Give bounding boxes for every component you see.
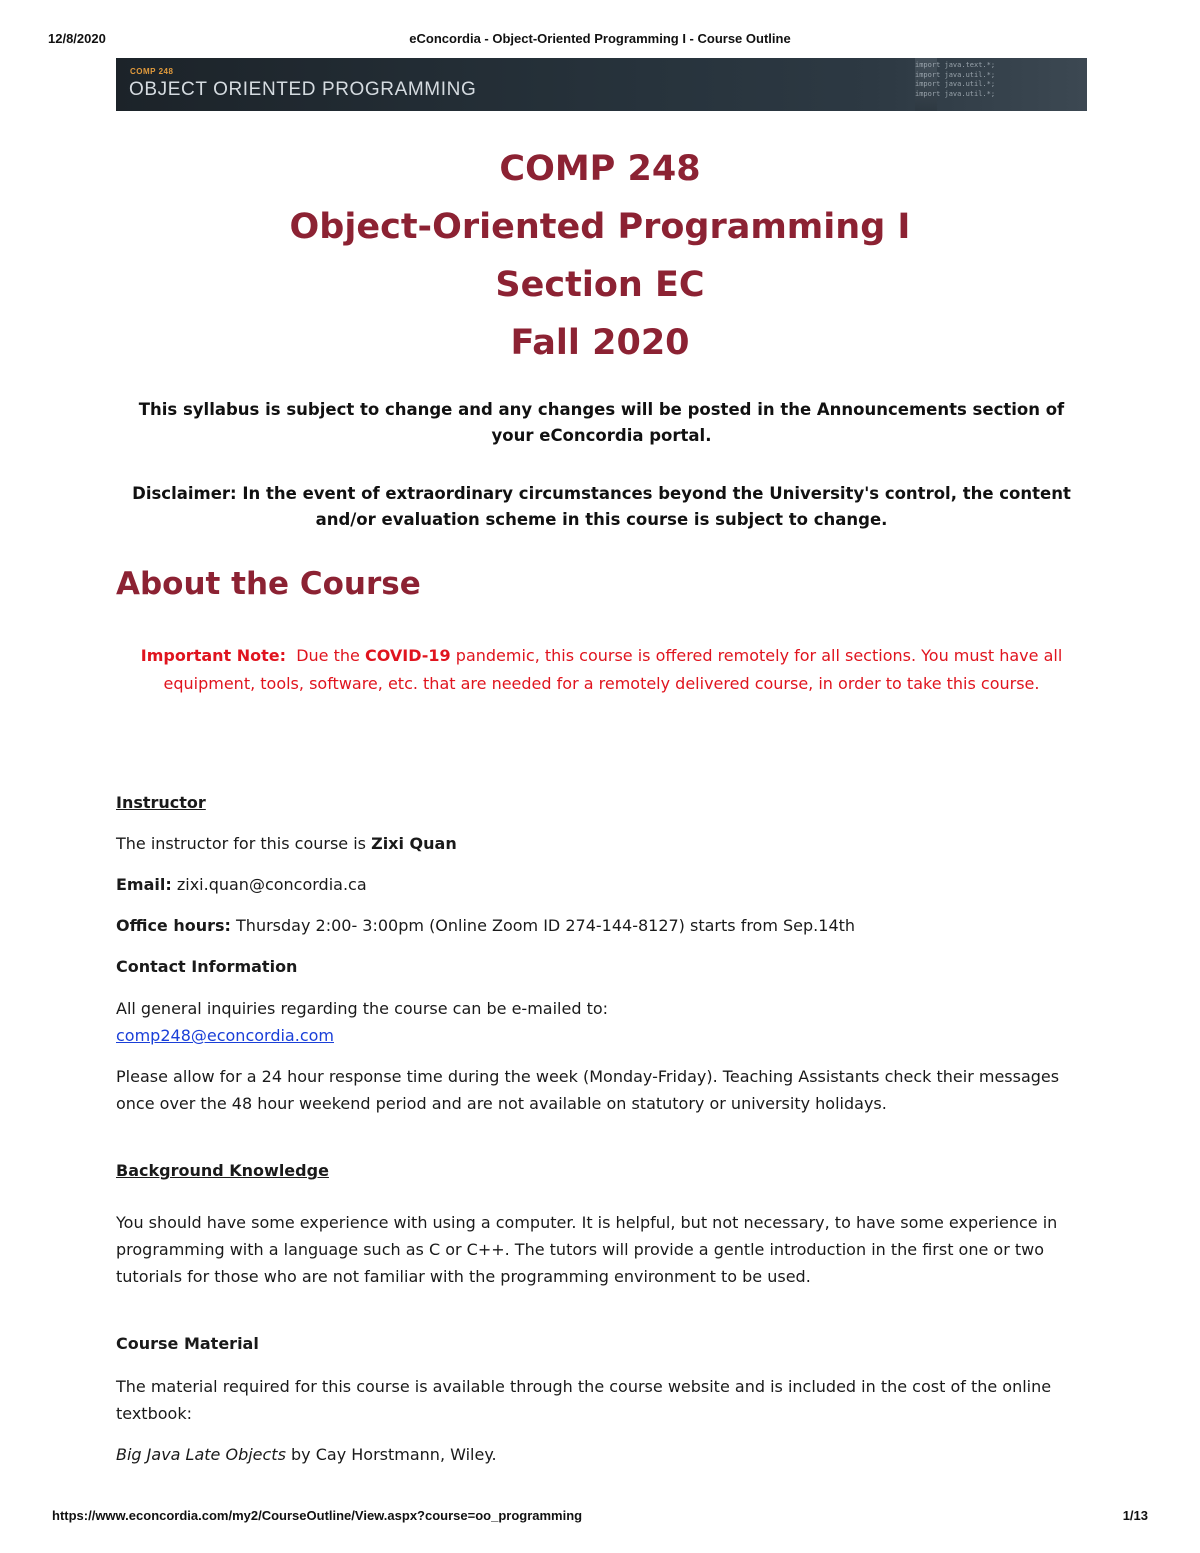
contact-email-link[interactable]: comp248@econcordia.com bbox=[116, 1026, 334, 1045]
contact-heading bbox=[116, 953, 1091, 980]
code-line: import java.util.*; bbox=[915, 70, 996, 79]
important-note-pre: Due the bbox=[296, 646, 360, 665]
print-header bbox=[46, 31, 1154, 49]
material-paragraph: The material required for this course is available through the course website and is included in the cost of the online textbook: bbox=[116, 1377, 1052, 1423]
instructor-email-line bbox=[116, 871, 1091, 898]
banner-code-snippet bbox=[915, 61, 1075, 109]
textbook-title: Big Java Late Objects bbox=[116, 1445, 286, 1464]
email-label: Email: bbox=[116, 875, 172, 894]
code-line: import java.util.*; bbox=[915, 80, 996, 88]
contact-intro: All general inquiries regarding the course can be e-mailed to: bbox=[116, 999, 609, 1018]
banner-course-code: COMP 248 bbox=[130, 67, 174, 76]
important-note-text: pandemic, this course is offered remotely for all sections. You must have all equipment, tools, software, etc. that are needed for a remotely delivered course, in order to take this course. bbox=[163, 646, 1063, 693]
course-code-title: COMP 248 bbox=[499, 149, 701, 189]
course-banner bbox=[116, 58, 1087, 111]
course-name-title: Object-Oriented Programming I bbox=[289, 207, 911, 247]
print-url: https://www.econcordia.com/my2/CourseOutline/View.aspx?course=oo_programming bbox=[52, 1508, 583, 1523]
material-heading-text: Course Material bbox=[116, 1334, 259, 1353]
code-line: import java.text.*; bbox=[915, 61, 996, 69]
instructor-name: Zixi Quan bbox=[371, 834, 457, 853]
important-note-covid: COVID-19 bbox=[364, 646, 451, 665]
background-heading bbox=[116, 1157, 1091, 1184]
textbook-author: by Cay Horstmann, Wiley. bbox=[291, 1445, 497, 1464]
instructor-intro: The instructor for this course is bbox=[116, 834, 366, 853]
banner-course-name: OBJECT ORIENTED PROGRAMMING bbox=[129, 79, 477, 100]
print-page-title: eConcordia - Object-Oriented Programming I - Course Outline bbox=[409, 31, 791, 46]
print-date: 12/8/2020 bbox=[48, 31, 106, 46]
office-hours-line bbox=[116, 912, 1091, 939]
background-paragraph: You should have some experience with using a computer. It is helpful, but not necessary, to have some experience in programming with a language such as C or C++. The tutors will provide a gentle introduction in the first one or two tutorials for those who are not familiar with the programming environment to be used. bbox=[116, 1213, 1058, 1286]
syllabus-notice: This syllabus is subject to change and any changes will be posted in the Announcements section of your eConcordia portal. bbox=[138, 400, 1065, 445]
course-term-title: Fall 2020 bbox=[510, 323, 690, 363]
response-time-paragraph: Please allow for a 24 hour response time during the week (Monday-Friday). Teaching Assistants check their messages once over the 48 hour weekend period and are not available on statutory or university holidays. bbox=[116, 1067, 1060, 1113]
important-note bbox=[116, 642, 1087, 698]
code-line: import java.util.*; bbox=[915, 89, 996, 98]
instructor-heading bbox=[116, 789, 1091, 816]
print-footer bbox=[52, 1508, 1148, 1526]
contact-heading-text: Contact Information bbox=[116, 957, 298, 976]
instructor-line bbox=[116, 830, 1091, 857]
disclaimer-notice: Disclaimer: In the event of extraordinary circumstances beyond the University's control, the content and/or evaluation scheme in this course is subject to change. bbox=[132, 484, 1071, 529]
textbook-line bbox=[116, 1441, 1091, 1468]
instructor-email: zixi.quan@concordia.ca bbox=[176, 875, 367, 894]
print-page-number: 1/13 bbox=[1122, 1508, 1148, 1523]
background-heading-text: Background Knowledge bbox=[116, 1161, 329, 1180]
important-note-label: Important Note: bbox=[140, 646, 287, 665]
office-hours-value: Thursday 2:00- 3:00pm (Online Zoom ID 274-144-8127) starts from Sep.14th bbox=[236, 916, 856, 935]
about-course-heading: About the Course bbox=[116, 566, 421, 602]
material-heading bbox=[116, 1330, 1091, 1357]
course-section-title: Section EC bbox=[495, 265, 705, 305]
course-title-block bbox=[0, 140, 1200, 372]
office-hours-label: Office hours: bbox=[116, 916, 231, 935]
instructor-heading-text: Instructor bbox=[116, 793, 206, 812]
contact-intro-block bbox=[116, 995, 1091, 1049]
